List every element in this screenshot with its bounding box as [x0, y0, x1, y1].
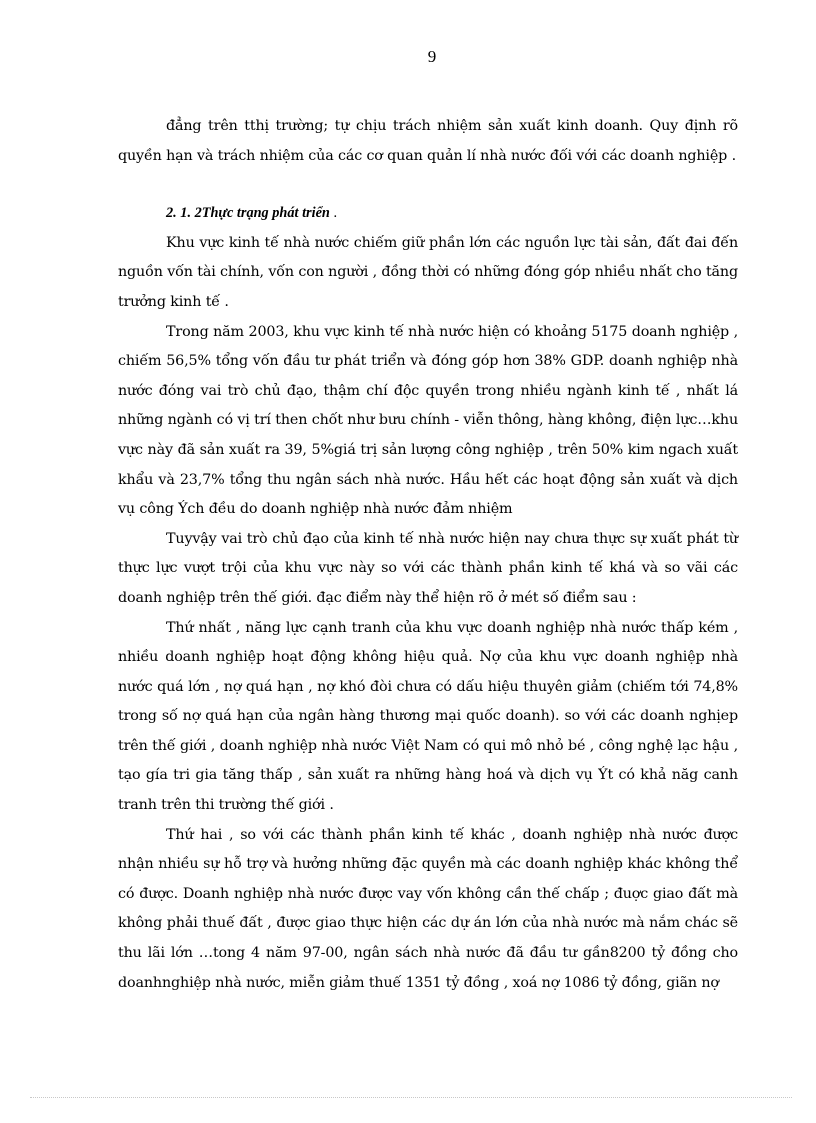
paragraph-2003-statistics: Trong năm 2003, khu vực kinh tế nhà nước hiện có khoảng 5175 doanh nghiệp , chiếm 56,5% tổng vốn đầu tư phát triển và đóng góp hơn 38% GDP. doanh nghiệp nhà nước đóng vai trò chủ đạo, thậm chí độc quyền trong nhiều ngành kinh tế , nhất lá những ngành có vị trí then chốt như bưu chính - viễn thông, hàng không, điện lực…khu vực này đã sản xuất ra 39, 5%giá trị sản lượng công nghiệp , trên 50% kim ngach xuất khẩu và 23,7% tổng thu ngân sách nhà nước. Hầu hết các hoạt động sản xuất và dịch vụ công Ých đều do doanh nghiệp nhà nước đảm nhiệm — [118, 323, 738, 518]
section-heading — [118, 199, 738, 229]
section-heading-label: 2. 1. 2Thực trạng phát triển — [166, 205, 330, 222]
paragraph-resources: Khu vực kinh tế nhà nước chiếm giữ phần lớn các nguồn lực tài sản, đất đai đến nguồn vốn tài chính, vốn con người , đồng thời có những đóng góp nhiều nhất cho tăng trưởng kinh tế . — [118, 234, 738, 310]
section-heading-suffix: . — [329, 205, 338, 222]
paragraph-continuation: đẳng trên tthị trường; tự chịu trách nhiệm sản xuất kinh doanh. Quy định rõ quyền hạn và trách nhiệm của các cơ quan quản lí nhà nước đối với các doanh nghiệp . — [118, 118, 738, 164]
paragraph-first-point: Thứ nhất , năng lực cạnh tranh của khu vực doanh nghiệp nhà nước thấp kém , nhiều doanh nghiệp hoạt động không hiệu quả. Nợ của khu vực doanh nghiệp nhà nước quá lớn , nợ quá hạn , nợ khó đòi chưa có dấu hiệu thuyên giảm (chiếm tới 74,8% trong số nợ quá hạn của ngân hàng thương mại quốc doanh). so với các doanh nghịep trên thế giới , doanh nghiệp nhà nước Việt Nam có qui mô nhỏ bé , công nghệ lạc hậu , tạo gía tri gia tăng thấp , sản xuất ra những hàng hoá và dịch vụ Ýt có khả năg canh tranh trên thi trường thế giới . — [118, 619, 738, 814]
paragraph-second-point: Thứ hai , so với các thành phần kinh tế khác , doanh nghiệp nhà nước được nhận nhiều sự hỗ trợ và hưởng những đặc quyền mà các doanh nghiệp khác không thể có được. Doanh nghiệp nhà nước được vay vốn không cần thế chấp ; đuợc giao đất mà không phải thuế đất , được giao thực hiện các dự án lớn của nhà nước mà nắm chác sẽ thu lãi lớn …tong 4 năm 97-00, ngân sách nhà nước đã đầu tư gần8200 tỷ đồng cho doanhnghiệp nhà nước, miễn giảm thuế 1351 tỷ đồng , xoá nợ 1086 tỷ đồng, giãn nợ — [118, 826, 738, 991]
page-bottom-rule — [30, 1097, 792, 1098]
page-number: 9 — [427, 47, 437, 66]
paragraph-however: Tuyvậy vai trò chủ đạo của kinh tế nhà nước hiện nay chưa thực sự xuất phát từ thực lực vượt trội của khu vực này so với các thành phần kinh tế khá và so vãi các doanh nghiệp trên thế giới. đạc điểm này thể hiện rõ ở mét số điểm sau : — [118, 530, 738, 606]
document-body — [118, 112, 738, 998]
